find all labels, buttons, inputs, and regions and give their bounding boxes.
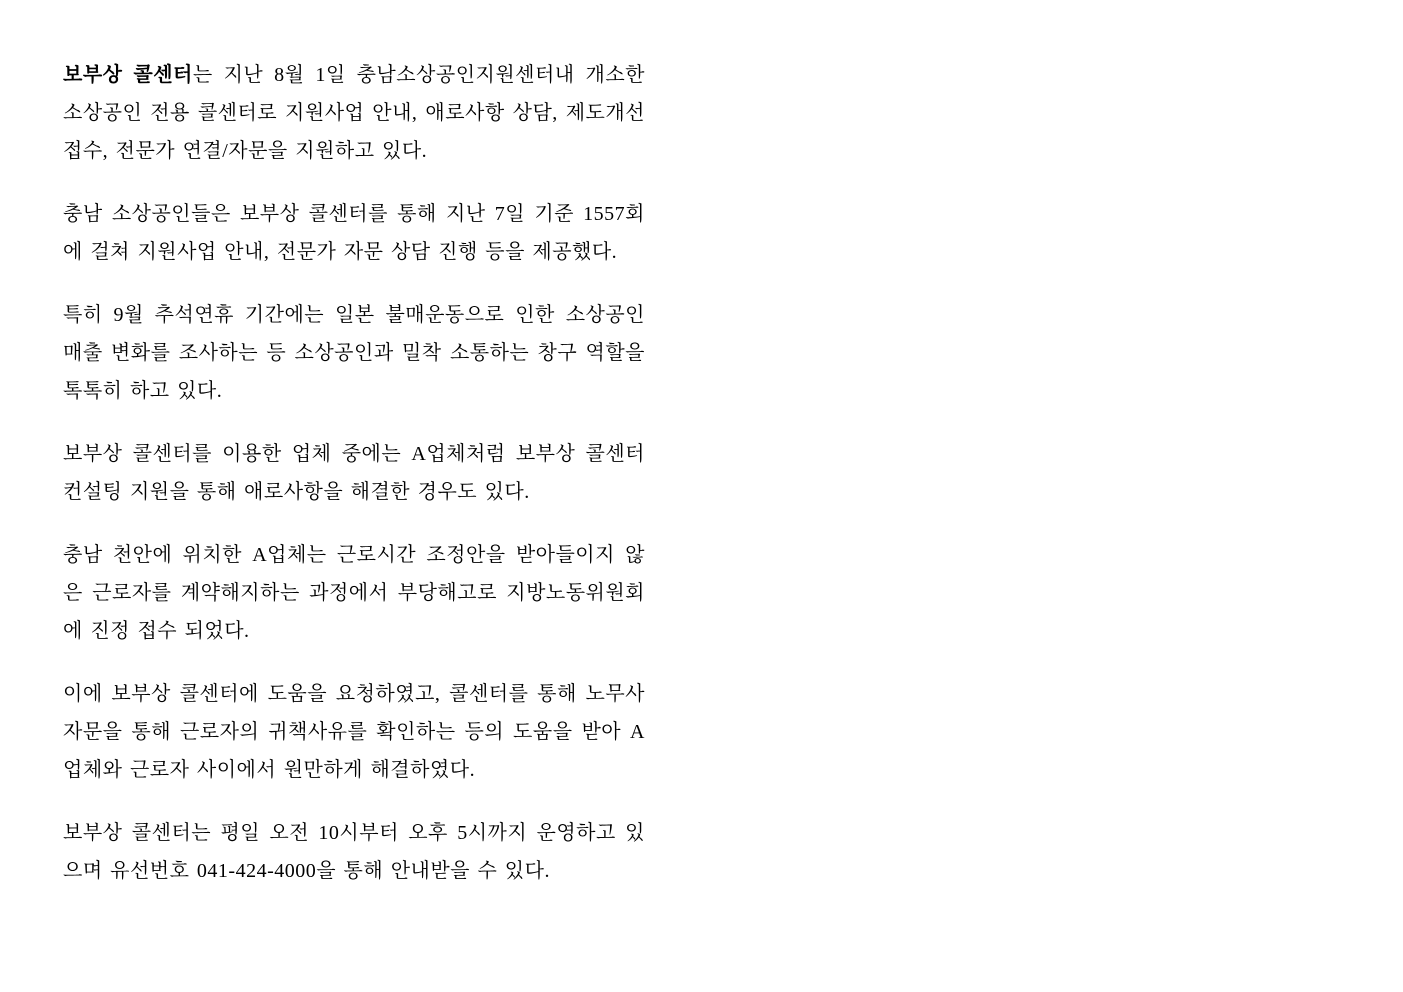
paragraph-4: 보부상 콜센터를 이용한 업체 중에는 A업체처럼 보부상 콜센터 컨설팅 지원을 통해 애로사항을 해결한 경우도 있다. [63,443,645,503]
paragraph-3: 특히 9월 추석연휴 기간에는 일본 불매운동으로 인한 소상공인 매출 변화를 조사하는 등 소상공인과 밀착 소통하는 창구 역할을 톡톡히 하고 있다. [63,304,645,402]
paragraph-1-bold-lead: 보부상 콜센터 [63,64,193,86]
paragraph-6: 이에 보부상 콜센터에 도움을 요청하였고, 콜센터를 통해 노무사 자문을 통해 근로자의 귀책사유를 확인하는 등의 도움을 받아 A업체와 근로자 사이에서 원만하게 해결하였다. [63,683,645,781]
paragraph-7: 보부상 콜센터는 평일 오전 10시부터 오후 5시까지 운영하고 있으며 유선번호 041-424-4000을 통해 안내받을 수 있다. [63,822,645,882]
paragraph-5: 충남 천안에 위치한 A업체는 근로시간 조정안을 받아들이지 않은 근로자를 계약해지하는 과정에서 부당해고로 지방노동위원회에 진정 접수 되었다. [63,544,645,642]
paragraph-1 [63,56,645,170]
article-body [63,56,645,890]
paragraph-1-text: 는 지난 8월 1일 충남소상공인지원센터내 개소한 소상공인 전용 콜센터로 지원사업 안내, 애로사항 상담, 제도개선 접수, 전문가 연결/자문을 지원하고 있다. [63,64,645,162]
paragraph-2: 충남 소상공인들은 보부상 콜센터를 통해 지난 7일 기준 1557회에 걸쳐 지원사업 안내, 전문가 자문 상담 진행 등을 제공했다. [63,203,645,263]
